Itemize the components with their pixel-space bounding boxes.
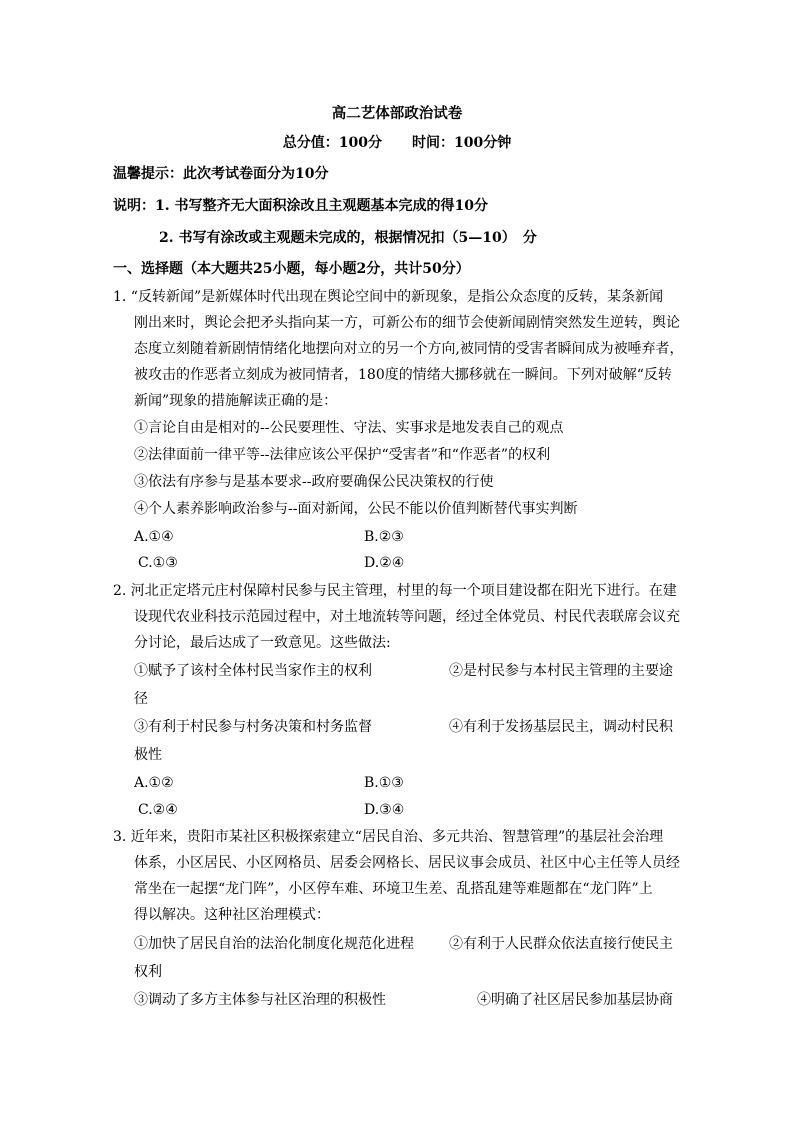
q2-statement-2: ②是村民参与本村民主管理的主要途 — [449, 663, 673, 679]
q1-choice-a: A.①④ — [134, 529, 174, 545]
total-score: 总分值：100分 — [282, 135, 382, 151]
q1-statement-1: ①言论自由是相对的--公民要理性、守法、实事求是地发表自己的观点 — [134, 420, 564, 436]
instruction-1: 说明：1. 书写整齐无大面积涂改且主观题基本完成的得10分 — [113, 198, 488, 214]
q3-statement-3: ③调动了多方主体参与社区治理的积极性 — [134, 992, 386, 1008]
q3-statement-1: ①加快了居民自治的法治化制度化规范化进程 — [134, 936, 414, 952]
q1-stem-line-3: 态度立刻随着新剧情情绪化地摆向对立的另一个方向,被同情的受害者瞬间成为被唾弃者， — [134, 341, 684, 357]
q2-statement-3: ③有利于村民参与村务决策和村务监督 — [134, 719, 372, 735]
q2-statement-1: ①赋予了该村全体村民当家作主的权利 — [134, 663, 372, 679]
warm-tip: 温馨提示：此次考试卷面分为10分 — [113, 166, 329, 182]
instruction-2: 2. 书写有涂改或主观题未完成的，根据情况扣（5—10） 分 — [159, 230, 537, 246]
q3-stem-line-1: 3. 近年来，贵阳市某社区积极探索建立“居民自治、多元共治、智慧管理”的基层社会治理 — [113, 829, 664, 845]
q1-stem-line-5: 新闻”现象的措施解读正确的是： — [134, 393, 338, 409]
exam-time: 时间：100分钟 — [412, 135, 512, 151]
q2-statement-4-cont: 极性 — [134, 747, 162, 763]
q1-statement-2: ②法律面前一律平等--法律应该公平保护“受害者”和“作恶者”的权利 — [134, 447, 551, 463]
q1-statement-4: ④个人素养影响政治参与--面对新闻，公民不能以价值判断替代事实判断 — [134, 501, 578, 517]
q3-statement-2-cont: 权利 — [134, 964, 162, 980]
q1-choice-d: D.②④ — [364, 555, 405, 571]
exam-title: 高二艺体部政治试卷 — [331, 105, 463, 122]
q3-statement-2: ②有利于人民群众依法直接行使民主 — [449, 936, 673, 952]
q2-statement-2-cont: 径 — [134, 691, 148, 707]
q2-choice-a: A.①② — [134, 775, 174, 791]
q1-stem-line-2: 刚出来时，舆论会把矛头指向某一方，可新公布的细节会使新闻剧情突然发生逆转，舆论 — [134, 315, 680, 331]
q1-choice-b: B.②③ — [364, 529, 404, 545]
q2-choice-b: B.①③ — [364, 775, 404, 791]
section-heading: 一、选择题（本大题共25小题，每小题2分，共计50分） — [113, 261, 470, 277]
q2-statement-4: ④有利于发扬基层民主，调动村民积 — [449, 719, 673, 735]
q3-statement-4: ④明确了社区居民参加基层协商 — [477, 992, 673, 1008]
q1-stem-line-4: 被攻击的作恶者立刻成为被同情者，180度的情绪大挪移就在一瞬间。下列对破解“反转 — [134, 367, 672, 383]
q3-stem-line-2: 体系，小区居民、小区网格员、居委会网格长、居民议事会成员、社区中心主任等人员经 — [134, 855, 680, 871]
q2-stem-line-3: 分讨论，最后达成了一致意见。这些做法: — [134, 635, 391, 651]
q1-choice-c: C.①③ — [138, 555, 178, 571]
q3-stem-line-4: 得以解决。这种社区治理模式： — [134, 907, 330, 923]
q2-choice-c: C.②④ — [138, 802, 178, 818]
q1-stem-line-1: 1. “反转新闻”是新媒体时代出现在舆论空间中的新现象，是指公众态度的反转，某条新闻 — [113, 289, 664, 305]
q2-stem-line-2: 设现代农业科技示范园过程中，对土地流转等问题，经过全体党员、村民代表联席会议充 — [134, 609, 680, 625]
score-time-line — [0, 133, 794, 153]
q1-statement-3: ③依法有序参与是基本要求--政府要确保公民决策权的行使 — [134, 474, 494, 490]
q3-stem-line-3: 常坐在一起摆“龙门阵”，小区停车难、环境卫生差、乱搭乱建等难题都在“龙门阵”上 — [134, 881, 653, 897]
q2-choice-d: D.③④ — [364, 802, 405, 818]
q2-stem-line-1: 2. 河北正定塔元庄村保障村民参与民主管理，村里的每一个项目建设都在阳光下进行。在建 — [113, 583, 677, 599]
